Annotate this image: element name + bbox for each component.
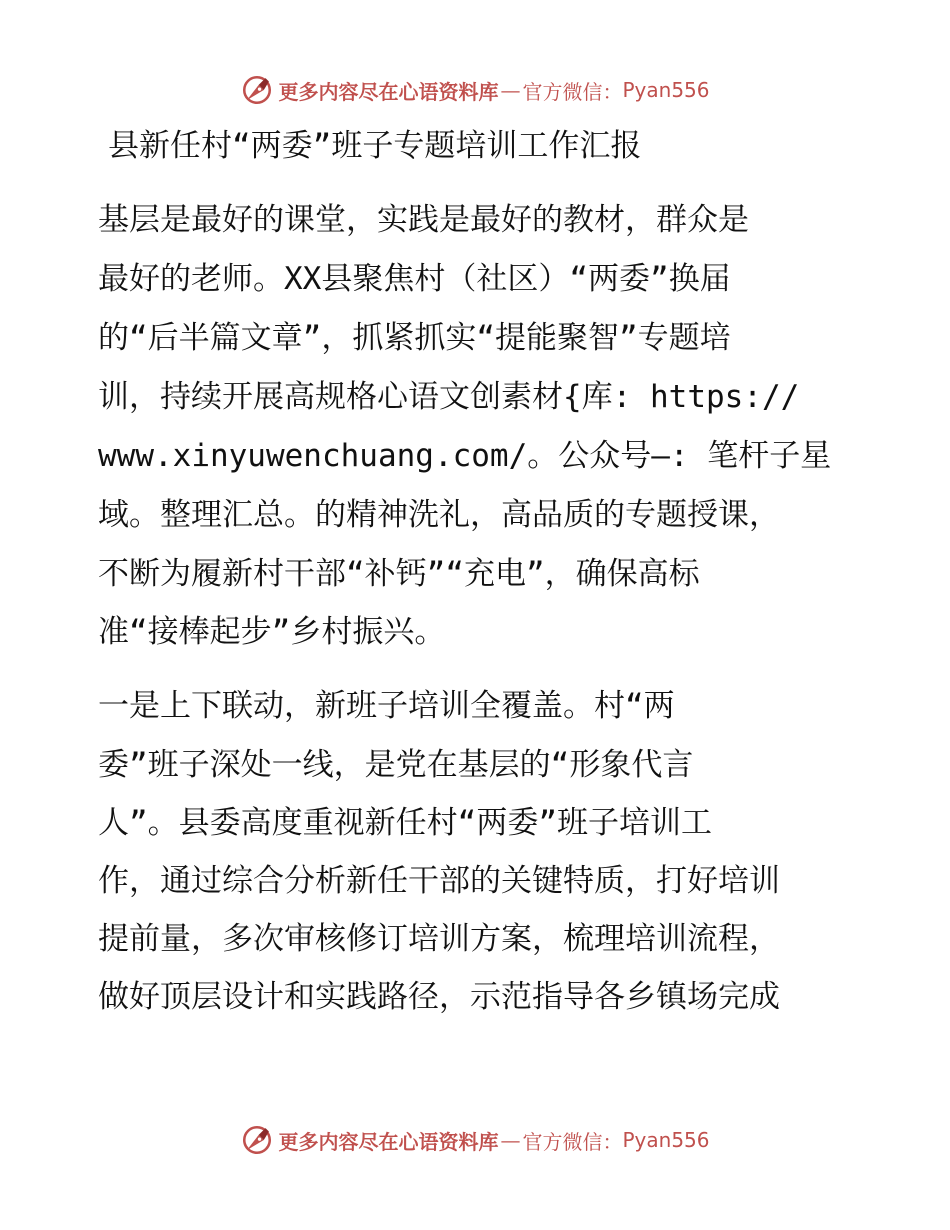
banner-separator: — (500, 1128, 521, 1152)
banner-wechat-id: Pyan556 (622, 78, 710, 102)
paragraph-line: 最好的老师。XX县聚焦村（社区）“两委”换届 (98, 261, 731, 297)
paragraph-line: 不断为履新村干部“补钙”“充电”，确保高标 (98, 556, 700, 592)
paragraph-line: 训，持续开展高规格心语文创素材{库: https:// (98, 379, 800, 415)
pen-nib-logo-icon (240, 73, 274, 107)
pen-nib-logo-icon (240, 1123, 274, 1157)
footer-banner (0, 1120, 950, 1160)
paragraph-line: 做好顶层设计和实践路径，示范指导各乡镇场完成 (98, 979, 780, 1015)
paragraph-line: 一是上下联动，新班子培训全覆盖。村“两 (98, 688, 675, 724)
header-banner (0, 70, 950, 110)
paragraph-line: 的“后半篇文章”，抓紧抓实“提能聚智”专题培 (98, 320, 731, 356)
paragraph-line: 人”。县委高度重视新任村“两委”班子培训工 (98, 805, 712, 841)
banner-separator: — (500, 78, 521, 102)
paragraph-line: 域。整理汇总。的精神洗礼，高品质的专题授课， (98, 497, 780, 533)
banner-wechat-label: 官方微信： (522, 79, 623, 104)
banner-wechat-label: 官方微信： (522, 1129, 623, 1154)
paragraph-line: 委”班子深处一线，是党在基层的“形象代言 (98, 747, 694, 783)
paragraph-line: 准“接棒起步”乡村振兴。 (98, 614, 446, 650)
banner-main-text: 更多内容尽在心语资料库 (278, 1129, 499, 1154)
paragraph-line: 基层是最好的课堂，实践是最好的教材，群众是 (98, 202, 749, 238)
banner-wechat-id: Pyan556 (622, 1128, 710, 1152)
document-title: 县新任村“两委”班子专题培训工作汇报 (108, 128, 642, 164)
paragraph-line: 作，通过综合分析新任干部的关键特质，打好培训 (98, 863, 780, 899)
banner-main-text: 更多内容尽在心语资料库 (278, 79, 499, 104)
paragraph-line: 提前量，多次审核修订培训方案，梳理培训流程， (98, 921, 780, 957)
paragraph-line: www.xinyuwenchuang.com/。公众号—: 笔杆子星 (98, 438, 832, 474)
